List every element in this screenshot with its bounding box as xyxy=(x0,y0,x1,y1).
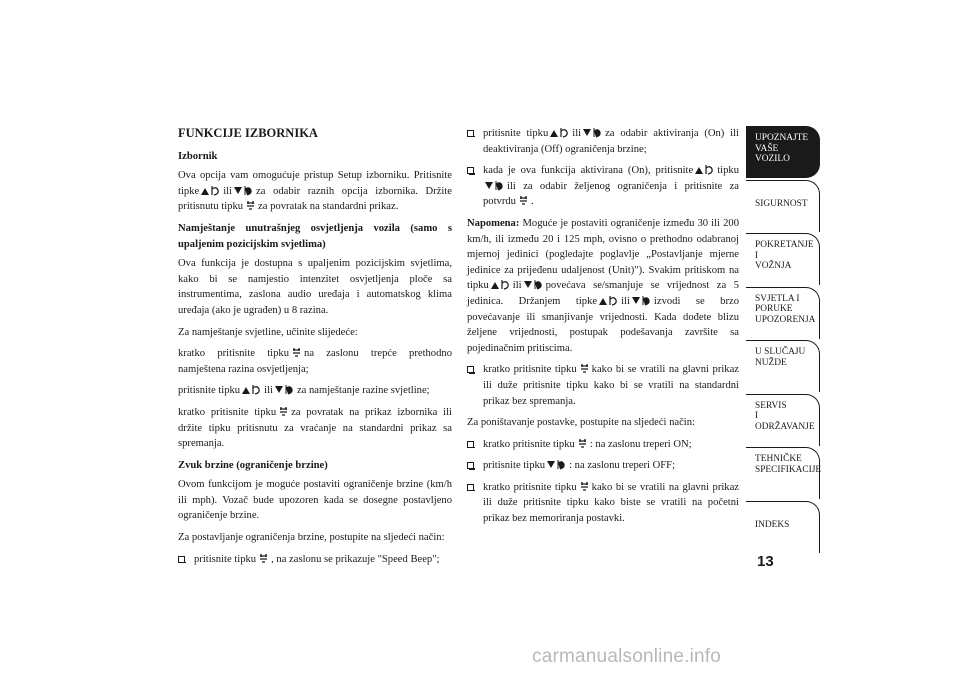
chapter-sidebar xyxy=(746,126,820,554)
right-bullet-5: pritisnite tipku : na zaslonu treperi OFF; xyxy=(467,458,739,474)
tab-svjetla-i-poruke[interactable]: SVJETLA I PORUKE UPOZORENJA xyxy=(746,287,820,339)
right-bullet-4: kratko pritisnite tipku : na zaslonu treperi ON; xyxy=(467,437,739,453)
right-column xyxy=(467,126,739,533)
checkbox-bullet-icon xyxy=(467,366,474,373)
up-button-icon xyxy=(242,384,262,395)
tab-servis-i-odrzavanje[interactable]: SERVIS I ODRŽAVANJE xyxy=(746,394,820,446)
izbornik-paragraph: Ova opcija vam omogućuje pristup Setup izborniku. Pritisnite tipke ili za odabir raznih opcija izbornika. Držite pritisnutu tipku za povratak na standardni prikaz. xyxy=(178,170,452,213)
menu-button-icon xyxy=(278,406,289,417)
tab-upoznajte-vase-vozilo[interactable]: UPOZNAJTE VAŠE VOZILO xyxy=(746,126,820,178)
down-button-icon xyxy=(275,384,295,395)
note-paragraph: Napomena: Moguće je postaviti ograničenje između 30 ili 200 km/h, ili između 20 i 125 mph, ovisno o prethodno odabranoj mjernoj jedinici (pogledajte poglavlje „Postavljanje mjerne jedinice za prijeđenu udaljenost (Unit)"). Svakim pritiskom na tipku ili povećava se/smanjuje se vrijednost za 5 jedinica. Držanjem tipke ili izvodi se brzo povećavanje ili smanjivanje vrijednosti. Kada dođete blizu željene vrijednosti, postupak podešavanja završite sa pojedinačnim pritiscima. xyxy=(467,217,739,354)
menu-button-icon xyxy=(245,200,256,211)
zvuk-bullet-1: pritisnite tipku , na zaslonu se prikazuje "Speed Beep"; xyxy=(178,552,452,568)
down-button-icon xyxy=(485,180,505,191)
down-button-icon xyxy=(547,459,567,470)
zvuk-heading: Zvuk brzine (ograničenje brzine) xyxy=(178,459,328,471)
down-button-icon xyxy=(524,279,544,290)
menu-button-icon xyxy=(258,553,269,564)
tab-u-slucaju-nuzde[interactable]: U SLUČAJU NUŽDE xyxy=(746,340,820,392)
up-button-icon xyxy=(491,279,511,290)
note-label: Napomena: xyxy=(467,217,520,229)
up-button-icon xyxy=(695,164,715,175)
right-bullet-1: pritisnite tipku ili za odabir aktiviranja (On) ili deaktiviranja (Off) ograničenja brzine; xyxy=(467,126,739,157)
down-button-icon xyxy=(583,127,603,138)
checkbox-bullet-icon xyxy=(467,130,474,137)
tab-indeks[interactable]: INDEKS xyxy=(746,501,820,553)
section-title: FUNKCIJE IZBORNIKA xyxy=(178,126,318,140)
right-bullet-2: kada je ova funkcija aktivirana (On), pritisnite tipku ili za odabir željenog ograničenja i pritisnite za potvrdu . xyxy=(467,163,739,210)
namjestanje-p5: kratko pritisnite tipku za povratak na prikaz izbornika ili držite tipku pritisnutu za vraćanje na standardni prikaz sa spremanja. xyxy=(178,406,452,450)
menu-button-icon xyxy=(579,481,590,492)
page-number: 13 xyxy=(757,553,774,570)
checkbox-bullet-icon xyxy=(467,484,474,491)
menu-button-icon xyxy=(291,347,302,358)
namjestanje-p2: Za namještanje svjetline, učinite slijedeće: xyxy=(178,326,358,338)
menu-button-icon xyxy=(518,195,529,206)
watermark: carmanualsonline.info xyxy=(532,646,722,667)
up-button-icon xyxy=(599,295,619,306)
down-button-icon xyxy=(234,185,254,196)
up-button-icon xyxy=(550,127,570,138)
checkbox-bullet-icon xyxy=(467,462,474,469)
up-button-icon xyxy=(201,185,221,196)
checkbox-bullet-icon xyxy=(467,167,474,174)
namjestanje-p4: pritisnite tipku ili za namještanje razine svjetline; xyxy=(178,385,430,397)
namjestanje-p1: Ova funkcija je dostupna s upaljenim pozicijskim svjetlima, kako bi se namjestio intenzitet osvjetljenja ploče sa instrumentima, zaslona audio uređaja i automatskog klima uređaja (ako je ugrađen) u 8 razina. xyxy=(178,258,452,316)
menu-button-icon xyxy=(577,438,588,449)
tab-sigurnost[interactable]: SIGURNOST xyxy=(746,180,820,232)
menu-button-icon xyxy=(579,363,590,374)
right-bullet-6: kratko pritisnite tipku kako bi se vratili na glavni prikaz ili duže pritisnite tipku kako biste se vratili na početni prikaz bez memoriranja postavki. xyxy=(467,480,739,527)
zvuk-p2: Za postavljanje ograničenja brzine, postupite na sljedeći način: xyxy=(178,532,445,544)
tab-tehnicke-specifikacije[interactable]: TEHNIČKE SPECIFIKACIJE xyxy=(746,447,820,499)
left-column xyxy=(178,126,452,573)
right-bullet-3: kratko pritisnite tipku kako bi se vratili na glavni prikaz ili duže pritisnite tipku kako bi se vratili na standardni prikaz bez spremanja. xyxy=(467,362,739,409)
namjestanje-p3: kratko pritisnite tipku na zaslonu trepće prethodno namještena razina osvjetljenja; xyxy=(178,348,452,375)
checkbox-bullet-icon xyxy=(467,441,474,448)
down-button-icon xyxy=(632,295,652,306)
zvuk-p1: Ovom funkcijom je moguće postaviti ograničenje brzine (km/h ili mph). Vozač bude upozoren kada se dosegne postavljeno ograničenje brzine. xyxy=(178,479,452,522)
namjestanje-heading: Namještanje unutrašnjeg osvjetljenja vozila (samo s upaljenim pozicijskim svjetlima) xyxy=(178,222,452,250)
checkbox-bullet-icon xyxy=(178,556,185,563)
reset-paragraph: Za poništavanje postavke, postupite na sljedeći način: xyxy=(467,417,695,429)
izbornik-heading: Izbornik xyxy=(178,150,218,162)
tab-pokretanje-i-voznja[interactable]: POKRETANJE I VOŽNJA xyxy=(746,233,820,285)
